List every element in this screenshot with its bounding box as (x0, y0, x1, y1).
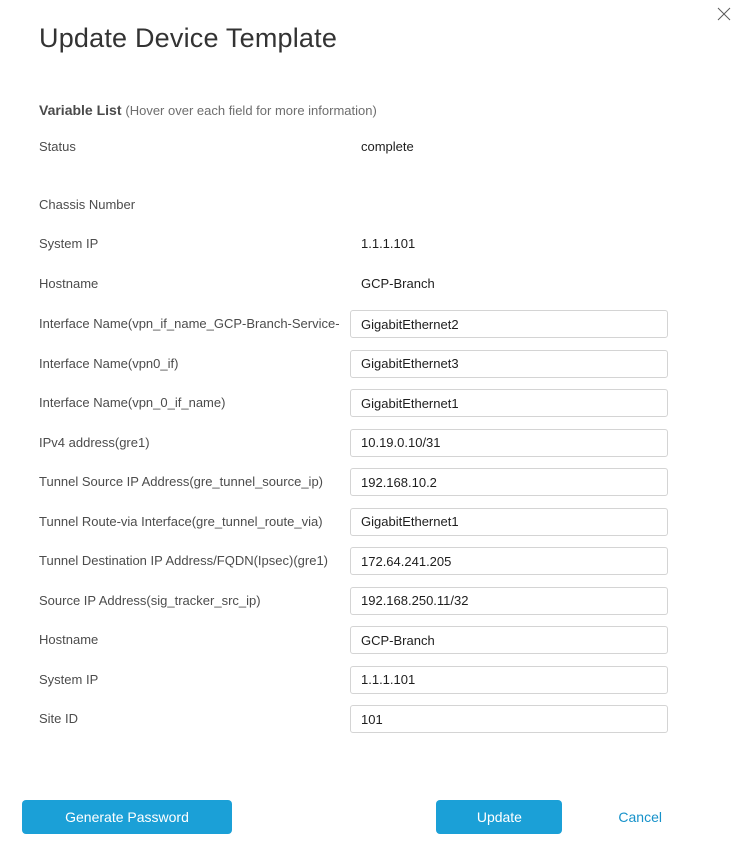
field-value-status: complete (361, 139, 414, 154)
variable-list-header (39, 103, 752, 118)
row-interface-name-service (39, 310, 668, 338)
field-label: System IP (39, 237, 99, 251)
row-system-ip-static (39, 237, 668, 251)
field-label: Source IP Address(sig_tracker_src_ip) (39, 593, 261, 608)
interface-name-vpn0-if-input[interactable] (350, 350, 668, 378)
field-label: Tunnel Source IP Address(gre_tunnel_source_ip) (39, 475, 324, 489)
row-tunnel-destination-ip (39, 547, 668, 575)
row-hostname-input (39, 626, 668, 654)
modal-footer (0, 800, 752, 834)
row-chassis-number (39, 198, 668, 212)
row-interface-name-vpn-0-if-name (39, 389, 668, 417)
generate-password-button[interactable]: Generate Password (22, 800, 232, 834)
cancel-link[interactable]: Cancel (618, 809, 662, 825)
system-ip-input[interactable] (350, 666, 668, 694)
update-button[interactable]: Update (436, 800, 562, 834)
field-value-hostname: GCP-Branch (361, 276, 435, 291)
interface-name-vpn-0-if-name-input[interactable] (350, 389, 668, 417)
field-value-system-ip: 1.1.1.101 (361, 236, 416, 251)
field-label: Site ID (39, 712, 79, 726)
row-site-id-input (39, 705, 668, 733)
tunnel-destination-ip-input[interactable] (350, 547, 668, 575)
page-title: Update Device Template (39, 23, 338, 53)
row-tunnel-source-ip (39, 468, 668, 496)
variable-list-title: Variable List (39, 102, 122, 118)
row-source-ip-tracker (39, 587, 668, 615)
field-label: Tunnel Route-via Interface(gre_tunnel_route_via) (39, 514, 323, 529)
tunnel-route-via-input[interactable] (350, 508, 668, 536)
source-ip-tracker-input[interactable] (350, 587, 668, 615)
row-status (39, 140, 668, 154)
field-label: System IP (39, 672, 99, 687)
row-ipv4-address-gre1 (39, 429, 668, 457)
field-label: Hostname (39, 277, 99, 291)
field-label: Interface Name(vpn0_if) (39, 356, 179, 371)
field-label: Chassis Number (39, 198, 136, 212)
ipv4-address-gre1-input[interactable] (350, 429, 668, 457)
row-interface-name-vpn0-if (39, 350, 668, 378)
site-id-input[interactable] (350, 705, 668, 733)
field-label: Interface Name(vpn_0_if_name) (39, 396, 226, 410)
tunnel-source-ip-input[interactable] (350, 468, 668, 496)
field-label: Interface Name(vpn_if_name_GCP-Branch-Service- (39, 317, 340, 331)
field-label: IPv4 address(gre1) (39, 435, 150, 450)
row-tunnel-route-via (39, 508, 668, 536)
hostname-input[interactable] (350, 626, 668, 654)
variable-list-hint: (Hover over each field for more information) (125, 103, 377, 118)
variable-list (0, 140, 752, 733)
row-hostname-static (39, 277, 668, 291)
field-label: Hostname (39, 633, 99, 647)
interface-name-service-input[interactable] (350, 310, 668, 338)
row-system-ip-input (39, 666, 668, 694)
close-icon[interactable] (716, 6, 732, 22)
field-label: Status (39, 140, 76, 154)
field-label: Tunnel Destination IP Address/FQDN(Ipsec)(gre1) (39, 554, 329, 568)
